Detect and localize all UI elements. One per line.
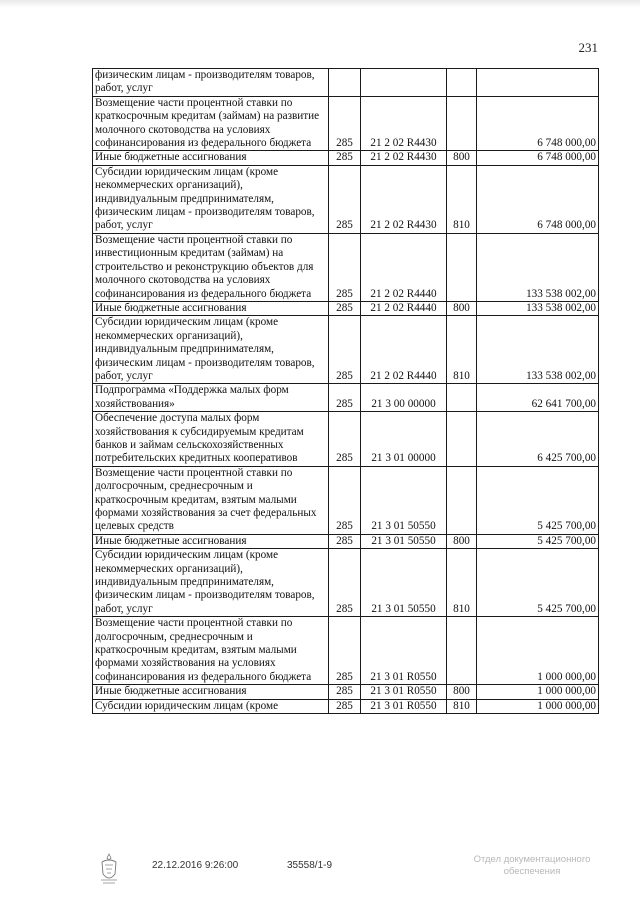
- cell-csr: 21 2 02 R4440: [361, 301, 447, 315]
- cell-sum: 133 538 002,00: [477, 316, 599, 384]
- budget-table-body: [93, 69, 599, 714]
- cell-name: Субсидии юридическим лицам (кроме: [93, 699, 329, 713]
- table-row: [93, 233, 599, 301]
- cell-csr: 21 2 02 R4440: [361, 233, 447, 301]
- cell-sum: [477, 69, 599, 97]
- table-row: [93, 685, 599, 699]
- cell-sum: 5 425 700,00: [477, 466, 599, 534]
- footer-stamp: Отдел документационного обеспечения: [473, 854, 591, 877]
- cell-sum: 6 425 700,00: [477, 412, 599, 467]
- table-row: [93, 151, 599, 165]
- cell-code: [329, 69, 361, 97]
- cell-csr: 21 3 01 50550: [361, 534, 447, 548]
- table-row: [93, 69, 599, 97]
- cell-csr: [361, 69, 447, 97]
- cell-sum: 6 748 000,00: [477, 151, 599, 165]
- coat-of-arms-icon: [98, 852, 120, 886]
- cell-csr: 21 2 02 R4430: [361, 96, 447, 151]
- cell-name: Субсидии юридическим лицам (кроме некоммерческих организаций), индивидуальным предпринимателям, физическим лицам - производителям товаров, работ, услуг: [93, 165, 329, 233]
- cell-code: 285: [329, 301, 361, 315]
- cell-vr: 800: [447, 534, 477, 548]
- cell-vr: 800: [447, 151, 477, 165]
- cell-csr: 21 3 01 00000: [361, 412, 447, 467]
- cell-sum: 1 000 000,00: [477, 685, 599, 699]
- cell-sum: 5 425 700,00: [477, 549, 599, 617]
- cell-vr: [447, 233, 477, 301]
- table-row: [93, 384, 599, 412]
- cell-vr: [447, 617, 477, 685]
- cell-sum: 6 748 000,00: [477, 96, 599, 151]
- cell-name: Возмещение части процентной ставки по долгосрочным, среднесрочным и краткосрочным кредитам, взятым малыми формами хозяйствования на условиях софинансирования из федерального бюджета: [93, 617, 329, 685]
- cell-name: Подпрограмма «Поддержка малых форм хозяйствования»: [93, 384, 329, 412]
- table-row: [93, 466, 599, 534]
- cell-name: Возмещение части процентной ставки по долгосрочным, среднесрочным и краткосрочным кредитам, взятым малыми формами хозяйствования за счет федеральных целевых средств: [93, 466, 329, 534]
- cell-sum: 62 641 700,00: [477, 384, 599, 412]
- cell-csr: 21 3 01 R0550: [361, 617, 447, 685]
- cell-vr: [447, 412, 477, 467]
- cell-csr: 21 2 02 R4430: [361, 151, 447, 165]
- cell-sum: 133 538 002,00: [477, 301, 599, 315]
- cell-vr: 810: [447, 699, 477, 713]
- cell-csr: 21 3 01 R0550: [361, 685, 447, 699]
- cell-sum: 6 748 000,00: [477, 165, 599, 233]
- table-row: [93, 617, 599, 685]
- table-row: [93, 549, 599, 617]
- cell-code: 285: [329, 412, 361, 467]
- cell-name: Возмещение части процентной ставки по краткосрочным кредитам (займам) на развитие молочного скотоводства на условиях софинансирования из федерального бюджета: [93, 96, 329, 151]
- cell-sum: 1 000 000,00: [477, 617, 599, 685]
- cell-code: 285: [329, 685, 361, 699]
- cell-code: 285: [329, 549, 361, 617]
- cell-code: 285: [329, 233, 361, 301]
- cell-vr: 810: [447, 549, 477, 617]
- cell-code: 285: [329, 466, 361, 534]
- cell-name: Иные бюджетные ассигнования: [93, 301, 329, 315]
- cell-csr: 21 3 01 50550: [361, 549, 447, 617]
- cell-vr: [447, 69, 477, 97]
- cell-vr: 800: [447, 685, 477, 699]
- page-number: 231: [578, 40, 598, 55]
- table-row: [93, 534, 599, 548]
- budget-table: [92, 68, 599, 714]
- table-row: [93, 316, 599, 384]
- cell-name: Возмещение части процентной ставки по инвестиционным кредитам (займам) на строительство и реконструкцию объектов для молочного скотоводства на условиях софинансирования из федерального бюджета: [93, 233, 329, 301]
- table-row: [93, 699, 599, 713]
- cell-csr: 21 3 01 R0550: [361, 699, 447, 713]
- cell-vr: [447, 96, 477, 151]
- footer-doc-number: 35558/1-9: [287, 860, 333, 871]
- cell-csr: 21 3 01 50550: [361, 466, 447, 534]
- cell-code: 285: [329, 617, 361, 685]
- cell-code: 285: [329, 151, 361, 165]
- footer-timestamp: 22.12.2016 9:26:00: [152, 860, 239, 871]
- cell-name: Субсидии юридическим лицам (кроме некоммерческих организаций), индивидуальным предпринимателям, физическим лицам - производителям товаров, работ, услуг: [93, 316, 329, 384]
- cell-code: 285: [329, 384, 361, 412]
- cell-name: Субсидии юридическим лицам (кроме некоммерческих организаций), индивидуальным предпринимателям, физическим лицам - производителям товаров, работ, услуг: [93, 549, 329, 617]
- cell-code: 285: [329, 534, 361, 548]
- cell-code: 285: [329, 316, 361, 384]
- cell-vr: [447, 384, 477, 412]
- cell-name: Иные бюджетные ассигнования: [93, 151, 329, 165]
- cell-name: Иные бюджетные ассигнования: [93, 685, 329, 699]
- scan-top-edge: [0, 0, 640, 8]
- table-row: [93, 412, 599, 467]
- cell-vr: 800: [447, 301, 477, 315]
- cell-sum: 133 538 002,00: [477, 233, 599, 301]
- cell-name: Иные бюджетные ассигнования: [93, 534, 329, 548]
- cell-name: физическим лицам - производителям товаров, работ, услуг: [93, 69, 329, 97]
- cell-sum: 1 000 000,00: [477, 699, 599, 713]
- table-row: [93, 165, 599, 233]
- cell-csr: 21 2 02 R4430: [361, 165, 447, 233]
- cell-code: 285: [329, 165, 361, 233]
- cell-code: 285: [329, 699, 361, 713]
- cell-code: 285: [329, 96, 361, 151]
- cell-name: Обеспечение доступа малых форм хозяйствования к субсидируемым кредитам банков и займам сельскохозяйственных потребительских кредитных кооперативов: [93, 412, 329, 467]
- cell-vr: [447, 466, 477, 534]
- table-row: [93, 96, 599, 151]
- cell-vr: 810: [447, 316, 477, 384]
- cell-vr: 810: [447, 165, 477, 233]
- cell-csr: 21 3 00 00000: [361, 384, 447, 412]
- table-row: [93, 301, 599, 315]
- cell-sum: 5 425 700,00: [477, 534, 599, 548]
- cell-csr: 21 2 02 R4440: [361, 316, 447, 384]
- page-footer: [0, 852, 640, 892]
